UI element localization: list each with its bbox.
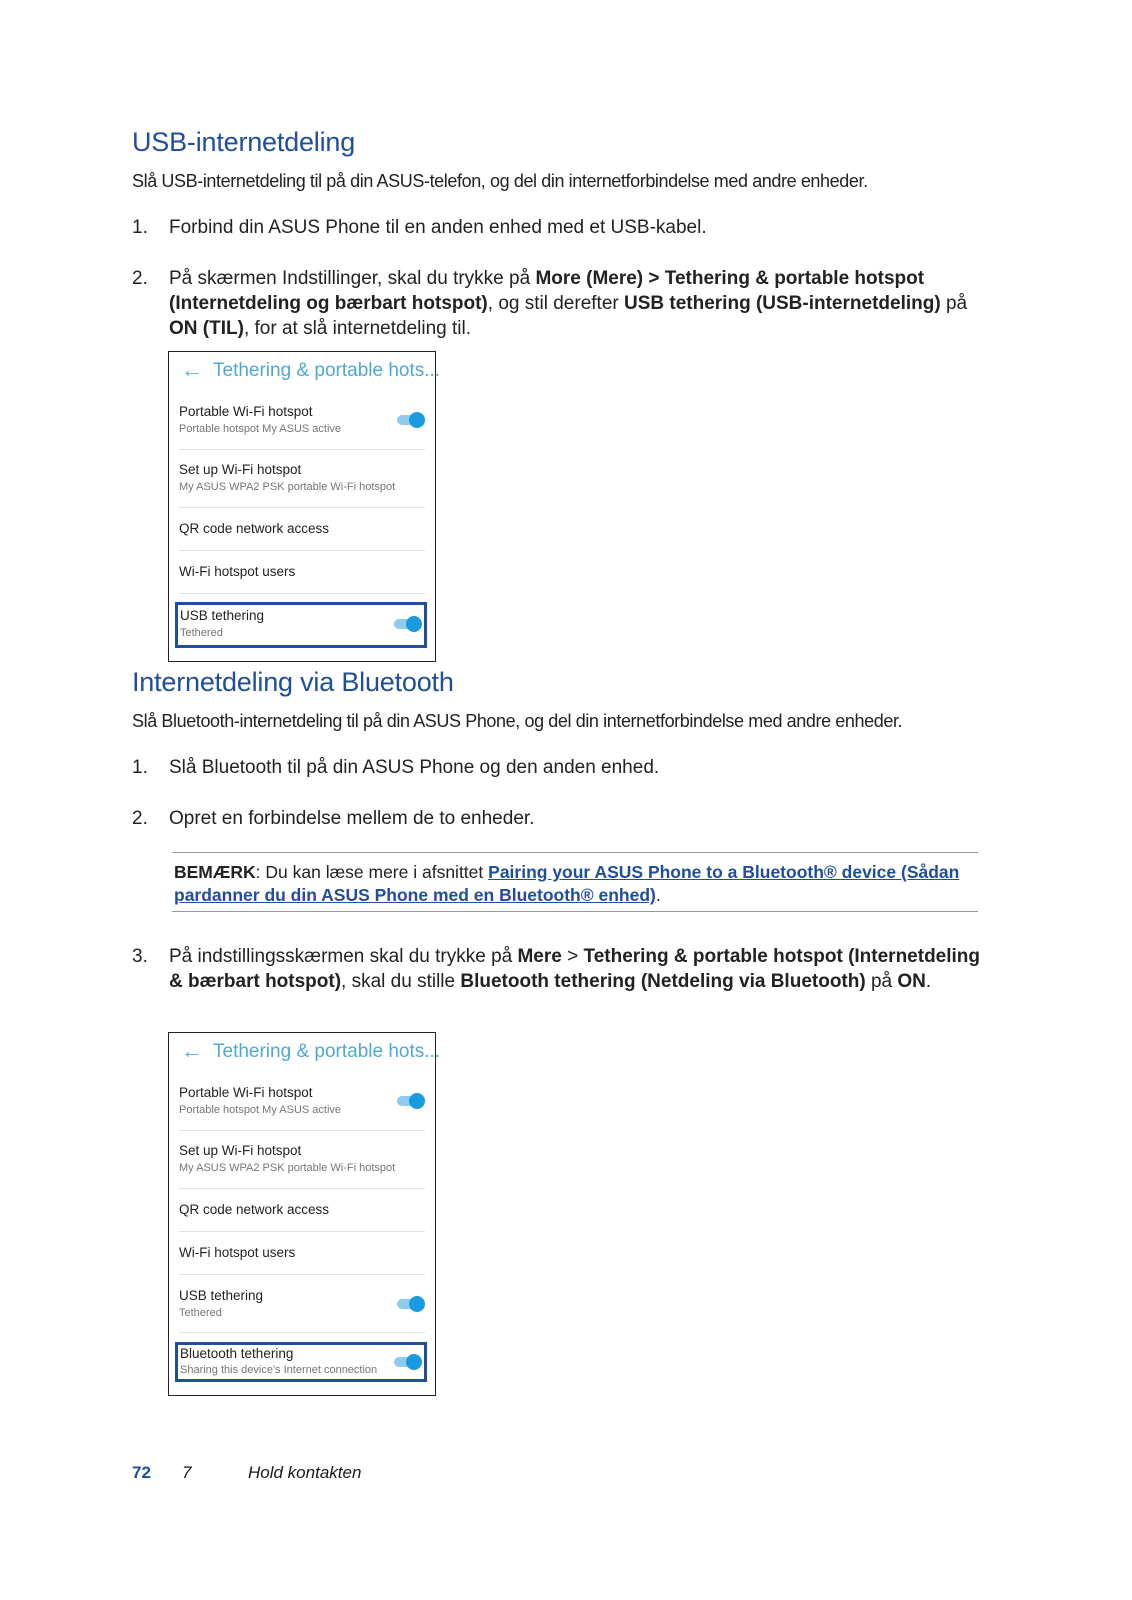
setting-sub: My ASUS WPA2 PSK portable Wi-Fi hotspot (179, 1162, 396, 1174)
step-1-usb (132, 215, 992, 241)
step-2-usb (132, 266, 992, 342)
settings-header (169, 352, 441, 390)
step-number: 2. (132, 808, 148, 829)
phone-screenshot-1 (168, 351, 441, 662)
arrow-left-icon[interactable]: ← (181, 357, 203, 382)
toggle-switch[interactable] (397, 1092, 425, 1108)
setting-label: Bluetooth tethering (180, 1346, 294, 1361)
setting-label: Wi-Fi hotspot users (179, 564, 296, 579)
step-3-bluetooth (132, 944, 992, 1020)
toggle-switch[interactable] (394, 615, 422, 631)
setting-sub: Tethered (180, 627, 223, 639)
setting-row-portable-wifi-hotspot[interactable] (179, 1074, 425, 1131)
setting-label: QR code network access (179, 521, 330, 536)
setting-row-qr-code[interactable] (179, 508, 425, 551)
setting-sub: Tethered (179, 1307, 222, 1319)
setting-label: Portable Wi-Fi hotspot (179, 1085, 313, 1100)
chapter-number: 7 (182, 1463, 192, 1482)
setting-row-usb-tethering[interactable] (175, 602, 427, 648)
setting-row-setup-wifi-hotspot[interactable] (179, 450, 425, 508)
step-number: 1. (132, 217, 148, 238)
setting-row-hotspot-users[interactable] (179, 551, 425, 594)
settings-header (169, 1033, 441, 1071)
setting-row-hotspot-users[interactable] (179, 1232, 425, 1275)
section-intro-bluetooth: Slå Bluetooth-internetdeling til på din ASUS Phone, og del din internetforbindelse med andre enheder. (132, 711, 903, 731)
setting-label: USB tethering (180, 608, 265, 623)
setting-row-qr-code[interactable] (179, 1189, 425, 1232)
settings-title: Tethering & portable hots... (213, 1041, 441, 1062)
chapter-title: Hold kontakten (248, 1463, 362, 1482)
setting-sub: Sharing this device's Internet connection (180, 1364, 378, 1376)
setting-label: Portable Wi-Fi hotspot (179, 404, 313, 419)
setting-sub: Portable hotspot My ASUS active (179, 1104, 342, 1116)
setting-label: Set up Wi-Fi hotspot (179, 1143, 302, 1158)
toggle-switch[interactable] (397, 411, 425, 427)
step-number: 3. (132, 946, 148, 967)
step-text: Slå Bluetooth til på din ASUS Phone og den anden enhed. (169, 757, 660, 778)
arrow-left-icon[interactable]: ← (181, 1038, 203, 1063)
settings-title: Tethering & portable hots... (213, 360, 441, 381)
phone-screenshot-2 (168, 1032, 441, 1396)
setting-sub: My ASUS WPA2 PSK portable Wi-Fi hotspot (179, 481, 396, 493)
step-text: Opret en forbindelse mellem de to enheder. (169, 808, 535, 829)
page-number: 72 (132, 1463, 151, 1482)
setting-row-usb-tethering[interactable] (179, 1275, 425, 1333)
toggle-switch[interactable] (397, 1295, 425, 1311)
setting-row-portable-wifi-hotspot[interactable] (179, 393, 425, 450)
step-text: På skærmen Indstillinger, skal du trykke på More (Mere) > Tethering & portable hotspot (Internetdeling og bærbart hotspot), og stil derefter USB tethering (USB-internetdeling) på ON (TIL), for at slå internetdeling til. (169, 268, 968, 339)
step-number: 1. (132, 757, 148, 778)
section-heading-usb: USB-internetdeling (132, 127, 356, 157)
setting-label: Set up Wi-Fi hotspot (179, 462, 302, 477)
setting-sub: Portable hotspot My ASUS active (179, 423, 342, 435)
step-number: 2. (132, 268, 148, 289)
step-text: Forbind din ASUS Phone til en anden enhed med et USB-kabel. (169, 217, 707, 238)
setting-row-setup-wifi-hotspot[interactable] (179, 1131, 425, 1189)
note-box: BEMÆRK: Du kan læse mere i afsnittet Pairing your ASUS Phone to a Bluetooth® device (Sådan pardanner du din ASUS Phone med en Bluetooth® enhed). (172, 852, 978, 912)
step-text: På indstillingsskærmen skal du trykke på Mere > Tethering & portable hotspot (Internetdeling & bærbart hotspot), skal du stille Bluetooth tethering (Netdeling via Bluetooth) på ON. (169, 946, 981, 992)
note-text: : Du kan læse mere i afsnittet (255, 862, 489, 882)
setting-label: USB tethering (179, 1288, 264, 1303)
toggle-switch[interactable] (394, 1353, 422, 1369)
section-heading-bluetooth: Internetdeling via Bluetooth (132, 667, 454, 697)
note-link[interactable]: Pairing your ASUS Phone to a Bluetooth® device (Sådan pardanner du din ASUS Phone med en Bluetooth® enhed) (174, 862, 960, 905)
step-2-bluetooth (132, 806, 992, 832)
section-intro-usb: Slå USB-internetdeling til på din ASUS-telefon, og del din internetforbindelse med andre enheder. (132, 171, 868, 191)
setting-label: QR code network access (179, 1202, 330, 1217)
setting-label: Wi-Fi hotspot users (179, 1245, 296, 1260)
note-label: BEMÆRK (174, 862, 256, 882)
step-1-bluetooth (132, 755, 992, 781)
setting-row-bluetooth-tethering[interactable] (175, 1342, 427, 1382)
